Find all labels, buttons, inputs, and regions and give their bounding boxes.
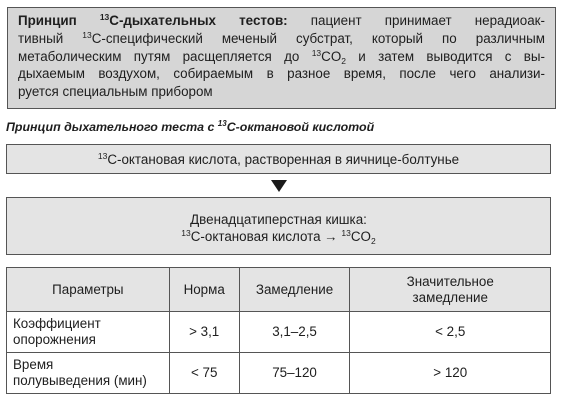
principle-line-5: руется специальным прибором [18, 84, 213, 100]
row-label-line-1: Время [13, 357, 54, 372]
principle-line-3 [18, 48, 545, 66]
header-norm: Норма [169, 268, 239, 312]
row-label-line-2: опорожнения [13, 332, 96, 347]
step-2-line-1: Двенадцатиперстная кишка: [190, 212, 367, 227]
cell-significant-slowdown: < 2,5 [350, 312, 551, 353]
principle-line-2-b: С-специфический меченый субстрат, который по различным [91, 30, 545, 46]
row-label [7, 312, 170, 353]
principle-line-3-sub: 2 [341, 55, 346, 66]
step-1-label: С-октановая кислота, растворенная в яичнице-болтунье [107, 151, 460, 167]
cell-slowdown: 3,1–2,5 [239, 312, 350, 353]
section-title-sup: 13 [217, 119, 227, 128]
principle-line-4: дыхаемым воздухом, собираемым в разное время, после чего анализи- [18, 66, 545, 82]
section-title-a: Принцип дыхательного теста с [6, 120, 218, 134]
row-label-line-2: полувыведения (мин) [13, 373, 147, 388]
header-slowdown: Замедление [239, 268, 350, 312]
section-title [6, 120, 558, 134]
step-2-sub: 2 [370, 236, 376, 246]
principle-title-rest: С-дыхательных тестов: [109, 13, 288, 28]
cell-slowdown: 75–120 [239, 353, 350, 394]
step-2-sup-2: 13 [341, 228, 351, 238]
principle-title [18, 13, 288, 28]
down-arrow-icon [271, 180, 287, 192]
cell-significant-slowdown: > 120 [350, 353, 551, 394]
principle-line-2-sup: 13 [82, 29, 92, 40]
header-significant-line-2: замедление [412, 289, 488, 305]
step-2-line-2 [181, 228, 375, 245]
step-2-box [6, 197, 551, 255]
principle-title-text: Принцип [18, 13, 100, 28]
principle-title-sup: 13 [99, 12, 110, 22]
header-significant-slowdown [350, 268, 551, 312]
principle-line-3-c: и затем выводится с вы- [345, 48, 546, 64]
table-header-row [7, 268, 551, 312]
section-title-b: С-октановой кислотой [226, 120, 375, 134]
principle-line-1 [18, 12, 545, 30]
step-1-text [98, 152, 459, 167]
step-2-line-2-a: С-октановая кислота → [190, 229, 342, 244]
row-label [7, 353, 170, 394]
step-2-line-2-b: CO [350, 229, 371, 244]
principle-line-3-a: метаболическим путям расщепляется до [18, 48, 312, 64]
step-2-sup-1: 13 [181, 228, 191, 238]
cell-norm: < 75 [169, 353, 239, 394]
principle-box [7, 7, 556, 109]
cell-norm: > 3,1 [169, 312, 239, 353]
row-label-line-1: Коэффициент [13, 316, 101, 331]
principle-line-2-a: тивный [18, 30, 83, 46]
table-row [7, 312, 551, 353]
table-row [7, 353, 551, 394]
principle-line-1-text: пациент принимает нерадиоак- [287, 13, 545, 28]
principle-line-2 [18, 30, 545, 48]
step-1-sup: 13 [97, 150, 108, 161]
header-parameters: Параметры [7, 268, 170, 312]
principle-line-3-b: CO [321, 48, 342, 64]
parameters-table [6, 267, 551, 394]
step-1-box [6, 144, 551, 174]
header-significant-line-1: Значительное [406, 273, 494, 289]
principle-line-3-sup: 13 [311, 47, 322, 58]
